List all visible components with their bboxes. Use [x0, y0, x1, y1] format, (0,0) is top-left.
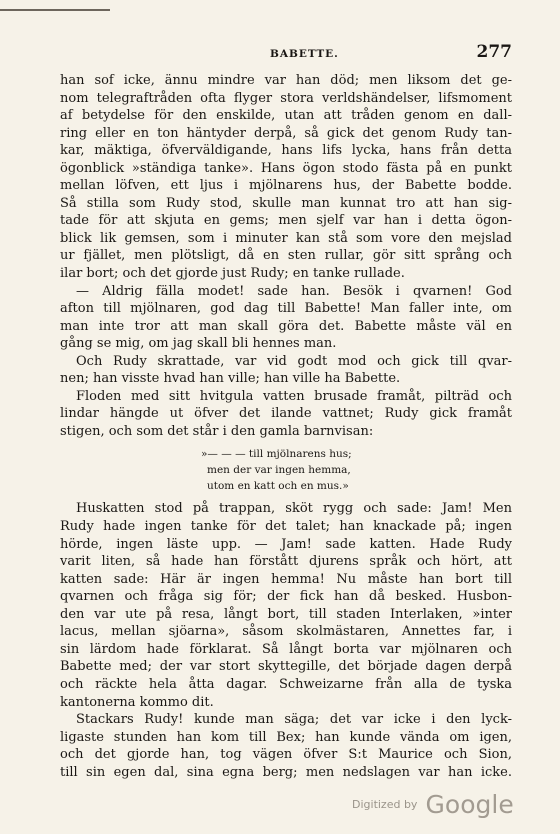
text-line: ilar bort; och det gjorde just Rudy; en tanke rullade. [60, 266, 405, 282]
text-line: nen; han visste hvad han ville; han ville ha Babette. [60, 371, 401, 387]
text-line: till sin egen dal, sina egna berg; men nedslagen var han icke. [60, 764, 512, 780]
text-line: qvarnen och fråga sig för; der fick han då besked. Husbon- [60, 589, 512, 605]
text-line: och det gjorde han, tog vägen öfver S:t Maurice och Sion, [60, 747, 512, 763]
text-line: stigen, och som det står i den gamla barnvisan: [60, 423, 374, 439]
text-line: kantonerna kommo dit. [60, 694, 214, 710]
top-rule [0, 9, 110, 11]
text-line: Floden med sitt hvitgula vatten brusade framåt, pilträd och [76, 388, 512, 404]
verse-line: men der var ingen hemma, [207, 464, 351, 477]
text-line: katten sade: Här är ingen hemma! Nu måste han bort till [60, 571, 512, 587]
digitized-label: Digitized by [352, 798, 418, 811]
text-line: den var ute på resa, långt bort, till staden Interlaken, »inter [60, 606, 512, 622]
google-logo: Google [425, 790, 514, 819]
running-head: BABETTE. [270, 48, 339, 60]
text-line: lindar hängde ut öfver det ilande vattnet; Rudy gick framåt [60, 406, 512, 422]
text-line: nom telegraftråden ofta flyger stora verldshändelser, lifsmoment [60, 90, 512, 106]
text-line: Stackars Rudy! kunde man säga; det var icke i den lyck- [76, 712, 512, 728]
text-line: mellan löfven, ett ljus i mjölnarens hus, der Babette bodde. [60, 178, 512, 194]
text-line: varit liten, så hade han förstått djurens språk och hört, att [60, 554, 512, 570]
text-line: Och Rudy skrattade, var vid godt mod och gick till qvar- [76, 353, 512, 369]
text-line: han sof icke, ännu mindre var han död; men liksom det ge- [60, 73, 512, 88]
text-line: man inte tror att man skall göra det. Babette måste väl en [60, 318, 512, 334]
text-line: — Aldrig fälla modet! sade han. Besök i qvarnen! God [76, 283, 512, 299]
text-line: afton till mjölnaren, god dag till Babette! Man faller inte, om [60, 301, 512, 317]
text-line: af betydelse för den enskilde, utan att tråden genom en dall- [60, 108, 512, 124]
page-number: 277 [476, 42, 512, 62]
text-line: tade för att skjuta en gems; men sjelf var han i detta ögon- [60, 213, 512, 229]
text-line: Rudy hade ingen tanke för det talet; han knackade på; ingen [60, 519, 512, 535]
digitized-watermark [352, 790, 514, 820]
text-line: lacus, mellan sjöarna», såsom skolmästaren, Annettes far, i [60, 624, 512, 640]
verse-line: utom en katt och en mus.» [207, 480, 349, 493]
page-header [60, 42, 512, 66]
text-line: Babette med; der var stort skyttegille, det började dagen derpå [60, 659, 512, 675]
text-line: ligaste stunden han kom till Bex; han kunde vända om igen, [60, 729, 512, 745]
text-line: gång se mig, om jag skall bli hennes man. [60, 336, 337, 352]
body-text [60, 72, 512, 781]
text-line: blick lik gemsen, som i minuter kan stå som vore den mejslad [60, 230, 512, 246]
text-line: ring eller en ton häntyder derpå, så gick det genom Rudy tan- [60, 125, 512, 141]
text-line: Så stilla som Rudy stod, skulle man kunnat tro att han sig- [60, 195, 512, 211]
text-line: sin lärdom hade förklarat. Så långt borta var mjölnaren och [60, 641, 512, 657]
text-line: Huskatten stod på trappan, sköt rygg och sade: Jam! Men [76, 501, 512, 517]
text-line: ur fjället, men plötsligt, då en sten rullar, gör sitt språng och [60, 248, 512, 264]
text-line: kar, mäktiga, öfverväldigande, hans lifs lycka, hans från detta [60, 143, 512, 159]
text-line: och räckte hela åtta dagar. Schweizarne från alla de tyska [60, 676, 512, 692]
verse-line: »— — — till mjölnarens hus; [201, 448, 352, 461]
text-line: hörde, ingen läste upp. — Jam! sade katten. Hade Rudy [60, 536, 512, 552]
text-line: ögonblick »ständiga tanke». Hans ögon stodo fästa på en punkt [60, 160, 512, 176]
